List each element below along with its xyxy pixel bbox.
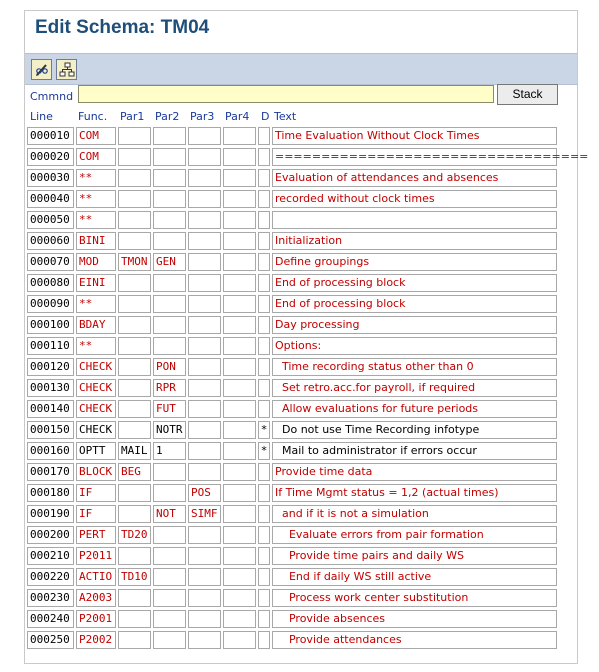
line-cell[interactable]: 000070	[27, 253, 74, 271]
schema-table	[27, 127, 589, 652]
par1-cell[interactable]	[118, 232, 151, 250]
d-cell[interactable]	[258, 526, 270, 544]
par2-cell[interactable]: NOTR	[153, 421, 186, 439]
line-cell[interactable]: 000140	[27, 400, 74, 418]
d-cell[interactable]: *	[258, 421, 270, 439]
d-cell[interactable]	[258, 484, 270, 502]
par2-cell[interactable]	[153, 295, 186, 313]
par3-cell[interactable]	[188, 610, 221, 628]
par2-cell[interactable]	[153, 316, 186, 334]
text-cell[interactable]: Provide time pairs and daily WS	[272, 547, 557, 565]
par1-cell[interactable]: MAIL	[118, 442, 151, 460]
line-cell[interactable]: 000160	[27, 442, 74, 460]
func-cell[interactable]: A2003	[76, 589, 116, 607]
par1-cell[interactable]	[118, 169, 151, 187]
par1-cell[interactable]	[118, 484, 151, 502]
text-cell[interactable]: Day processing	[272, 316, 557, 334]
line-cell[interactable]: 000010	[27, 127, 74, 145]
par1-cell[interactable]	[118, 148, 151, 166]
func-cell[interactable]: IF	[76, 484, 116, 502]
par3-cell[interactable]	[188, 190, 221, 208]
table-row[interactable]	[27, 463, 577, 484]
text-cell[interactable]: Time recording status other than 0	[272, 358, 557, 376]
par2-cell[interactable]	[153, 589, 186, 607]
par2-cell[interactable]	[153, 568, 186, 586]
par3-cell[interactable]	[188, 337, 221, 355]
func-cell[interactable]: **	[76, 295, 116, 313]
par1-cell[interactable]: TMON	[118, 253, 151, 271]
d-cell[interactable]	[258, 274, 270, 292]
page-title: Edit Schema: TM04	[35, 17, 210, 38]
table-row[interactable]	[27, 526, 577, 547]
d-cell[interactable]	[258, 295, 270, 313]
table-row[interactable]	[27, 274, 577, 295]
structure-button[interactable]	[56, 59, 77, 80]
text-cell[interactable]: Initialization	[272, 232, 557, 250]
par1-cell[interactable]	[118, 337, 151, 355]
par3-cell[interactable]	[188, 253, 221, 271]
par1-cell[interactable]	[118, 295, 151, 313]
par1-cell[interactable]	[118, 316, 151, 334]
par2-cell[interactable]: GEN	[153, 253, 186, 271]
d-cell[interactable]	[258, 127, 270, 145]
table-row[interactable]	[27, 148, 589, 169]
par3-cell[interactable]	[188, 400, 221, 418]
func-cell[interactable]: COM	[76, 127, 116, 145]
text-cell[interactable]: Options:	[272, 337, 557, 355]
table-row[interactable]	[27, 421, 577, 442]
par4-cell[interactable]	[223, 463, 256, 481]
d-cell[interactable]	[258, 463, 270, 481]
func-cell[interactable]: ACTIO	[76, 568, 116, 586]
par1-cell[interactable]	[118, 211, 151, 229]
par2-cell[interactable]	[153, 547, 186, 565]
table-row[interactable]	[27, 190, 577, 211]
line-cell[interactable]: 000210	[27, 547, 74, 565]
d-cell[interactable]	[258, 568, 270, 586]
line-cell[interactable]: 000230	[27, 589, 74, 607]
line-cell[interactable]: 000020	[27, 148, 74, 166]
column-header-line: Line	[30, 110, 53, 123]
par3-cell[interactable]	[188, 568, 221, 586]
func-cell[interactable]: BINI	[76, 232, 116, 250]
par4-cell[interactable]	[223, 253, 256, 271]
par4-cell[interactable]	[223, 421, 256, 439]
table-row[interactable]	[27, 211, 577, 232]
table-row[interactable]	[27, 337, 577, 358]
line-cell[interactable]: 000220	[27, 568, 74, 586]
par3-cell[interactable]	[188, 463, 221, 481]
par4-cell[interactable]	[223, 379, 256, 397]
par3-cell[interactable]	[188, 148, 221, 166]
d-cell[interactable]	[258, 169, 270, 187]
table-row[interactable]	[27, 505, 577, 526]
text-cell[interactable]: Time Evaluation Without Clock Times	[272, 127, 557, 145]
par2-cell[interactable]	[153, 463, 186, 481]
text-cell[interactable]: Evaluation of attendances and absences	[272, 169, 557, 187]
par2-cell[interactable]	[153, 148, 186, 166]
table-row[interactable]	[27, 127, 577, 148]
par1-cell[interactable]	[118, 631, 151, 649]
par3-cell[interactable]	[188, 274, 221, 292]
par4-cell[interactable]	[223, 568, 256, 586]
par4-cell[interactable]	[223, 442, 256, 460]
par2-cell[interactable]	[153, 232, 186, 250]
par2-cell[interactable]	[153, 526, 186, 544]
line-cell[interactable]: 000170	[27, 463, 74, 481]
d-cell[interactable]	[258, 190, 270, 208]
d-cell[interactable]	[258, 589, 270, 607]
text-cell[interactable]: Set retro.acc.for payroll, if required	[272, 379, 557, 397]
func-cell[interactable]: CHECK	[76, 358, 116, 376]
par4-cell[interactable]	[223, 526, 256, 544]
text-cell[interactable]	[272, 211, 557, 229]
table-row[interactable]	[27, 547, 577, 568]
table-row[interactable]	[27, 589, 577, 610]
par4-cell[interactable]	[223, 316, 256, 334]
par2-cell[interactable]	[153, 484, 186, 502]
text-cell[interactable]: If Time Mgmt status = 1,2 (actual times)	[272, 484, 557, 502]
d-cell[interactable]	[258, 358, 270, 376]
par3-cell[interactable]	[188, 379, 221, 397]
func-cell[interactable]: **	[76, 337, 116, 355]
par2-cell[interactable]	[153, 337, 186, 355]
func-cell[interactable]: **	[76, 190, 116, 208]
table-row[interactable]	[27, 442, 577, 463]
table-row[interactable]	[27, 232, 577, 253]
text-cell[interactable]: ==================================	[272, 148, 557, 166]
par4-cell[interactable]	[223, 631, 256, 649]
par3-cell[interactable]	[188, 547, 221, 565]
table-row[interactable]	[27, 253, 577, 274]
par4-cell[interactable]	[223, 295, 256, 313]
d-cell[interactable]	[258, 232, 270, 250]
d-cell[interactable]	[258, 505, 270, 523]
d-cell[interactable]	[258, 253, 270, 271]
d-cell[interactable]	[258, 379, 270, 397]
command-label: Cmmnd	[30, 90, 74, 103]
table-row[interactable]	[27, 316, 577, 337]
func-cell[interactable]: CHECK	[76, 379, 116, 397]
d-cell[interactable]	[258, 547, 270, 565]
par3-cell[interactable]	[188, 358, 221, 376]
table-row[interactable]	[27, 400, 577, 421]
par3-cell[interactable]	[188, 127, 221, 145]
par1-cell[interactable]	[118, 610, 151, 628]
line-cell[interactable]: 000200	[27, 526, 74, 544]
table-row[interactable]	[27, 568, 577, 589]
text-cell[interactable]: Allow evaluations for future periods	[272, 400, 557, 418]
d-cell[interactable]	[258, 337, 270, 355]
text-cell[interactable]: Define groupings	[272, 253, 557, 271]
par4-cell[interactable]	[223, 610, 256, 628]
func-cell[interactable]: P2001	[76, 610, 116, 628]
par1-cell[interactable]	[118, 547, 151, 565]
text-cell[interactable]: Provide attendances	[272, 631, 557, 649]
func-cell[interactable]: BDAY	[76, 316, 116, 334]
par1-cell[interactable]	[118, 358, 151, 376]
table-row[interactable]	[27, 484, 577, 505]
text-cell[interactable]: Provide absences	[272, 610, 557, 628]
par3-cell[interactable]: POS	[188, 484, 221, 502]
par1-cell[interactable]	[118, 505, 151, 523]
func-cell[interactable]: EINI	[76, 274, 116, 292]
par2-cell[interactable]	[153, 610, 186, 628]
line-cell[interactable]: 000240	[27, 610, 74, 628]
par4-cell[interactable]	[223, 505, 256, 523]
par3-cell[interactable]	[188, 421, 221, 439]
par4-cell[interactable]	[223, 358, 256, 376]
text-cell[interactable]: Evaluate errors from pair formation	[272, 526, 557, 544]
line-cell[interactable]: 000060	[27, 232, 74, 250]
par1-cell[interactable]	[118, 127, 151, 145]
stack-button[interactable]: Stack	[497, 84, 558, 105]
text-cell[interactable]: End of processing block	[272, 295, 557, 313]
line-cell[interactable]: 000130	[27, 379, 74, 397]
d-cell[interactable]	[258, 400, 270, 418]
column-header-text: Text	[274, 110, 297, 123]
par2-cell[interactable]	[153, 169, 186, 187]
par1-cell[interactable]	[118, 379, 151, 397]
func-cell[interactable]: OPTT	[76, 442, 116, 460]
par4-cell[interactable]	[223, 127, 256, 145]
d-cell[interactable]	[258, 316, 270, 334]
par3-cell[interactable]	[188, 169, 221, 187]
func-cell[interactable]: MOD	[76, 253, 116, 271]
par3-cell[interactable]	[188, 316, 221, 334]
table-row[interactable]	[27, 295, 577, 316]
par3-cell[interactable]	[188, 211, 221, 229]
line-cell[interactable]: 000050	[27, 211, 74, 229]
par4-cell[interactable]	[223, 211, 256, 229]
func-cell[interactable]: CHECK	[76, 421, 116, 439]
func-cell[interactable]: CHECK	[76, 400, 116, 418]
par2-cell[interactable]: PON	[153, 358, 186, 376]
table-row[interactable]	[27, 631, 577, 652]
text-cell[interactable]: and if it is not a simulation	[272, 505, 557, 523]
par1-cell[interactable]	[118, 190, 151, 208]
func-cell[interactable]: **	[76, 169, 116, 187]
par2-cell[interactable]: RPR	[153, 379, 186, 397]
par3-cell[interactable]	[188, 589, 221, 607]
par2-cell[interactable]	[153, 211, 186, 229]
line-cell[interactable]: 000040	[27, 190, 74, 208]
func-cell[interactable]: P2002	[76, 631, 116, 649]
par2-cell[interactable]	[153, 274, 186, 292]
d-cell[interactable]	[258, 631, 270, 649]
par4-cell[interactable]	[223, 400, 256, 418]
func-cell[interactable]: **	[76, 211, 116, 229]
par4-cell[interactable]	[223, 337, 256, 355]
func-cell[interactable]: IF	[76, 505, 116, 523]
hierarchy-structure-icon	[59, 62, 75, 78]
table-row[interactable]	[27, 358, 577, 379]
par1-cell[interactable]: TD20	[118, 526, 151, 544]
column-header-d: D	[261, 110, 270, 123]
column-header-par1: Par1	[120, 110, 145, 123]
column-header-func: Func.	[78, 110, 108, 123]
text-cell[interactable]: Do not use Time Recording infotype	[272, 421, 557, 439]
par3-cell[interactable]	[188, 295, 221, 313]
par1-cell[interactable]	[118, 274, 151, 292]
column-header-par2: Par2	[155, 110, 180, 123]
pencil-glasses-icon	[34, 62, 50, 78]
par2-cell[interactable]	[153, 631, 186, 649]
line-cell[interactable]: 000110	[27, 337, 74, 355]
par1-cell[interactable]	[118, 589, 151, 607]
par4-cell[interactable]	[223, 484, 256, 502]
func-cell[interactable]: BLOCK	[76, 463, 116, 481]
line-cell[interactable]: 000090	[27, 295, 74, 313]
par2-cell[interactable]: NOT	[153, 505, 186, 523]
line-cell[interactable]: 000150	[27, 421, 74, 439]
par1-cell[interactable]: TD10	[118, 568, 151, 586]
par2-cell[interactable]	[153, 127, 186, 145]
column-header-par3: Par3	[190, 110, 215, 123]
d-cell[interactable]	[258, 211, 270, 229]
par2-cell[interactable]: FUT	[153, 400, 186, 418]
par3-cell[interactable]	[188, 631, 221, 649]
d-cell[interactable]	[258, 148, 270, 166]
text-cell[interactable]: Process work center substitution	[272, 589, 557, 607]
par4-cell[interactable]	[223, 169, 256, 187]
table-row[interactable]	[27, 610, 577, 631]
func-cell[interactable]: P2011	[76, 547, 116, 565]
par4-cell[interactable]	[223, 274, 256, 292]
d-cell[interactable]: *	[258, 442, 270, 460]
text-cell[interactable]: Provide time data	[272, 463, 557, 481]
par4-cell[interactable]	[223, 148, 256, 166]
command-input[interactable]	[78, 85, 494, 103]
func-cell[interactable]: COM	[76, 148, 116, 166]
par1-cell[interactable]: BEG	[118, 463, 151, 481]
column-header-par4: Par4	[225, 110, 250, 123]
d-cell[interactable]	[258, 610, 270, 628]
line-cell[interactable]: 000190	[27, 505, 74, 523]
text-cell[interactable]: End of processing block	[272, 274, 557, 292]
toolbar	[25, 53, 577, 85]
table-row[interactable]	[27, 379, 577, 400]
par3-cell[interactable]	[188, 442, 221, 460]
par1-cell[interactable]	[118, 421, 151, 439]
par2-cell[interactable]	[153, 190, 186, 208]
par3-cell[interactable]	[188, 232, 221, 250]
func-cell[interactable]: PERT	[76, 526, 116, 544]
par4-cell[interactable]	[223, 232, 256, 250]
table-row[interactable]	[27, 169, 577, 190]
edit-schema-window	[24, 10, 589, 664]
line-cell[interactable]: 000080	[27, 274, 74, 292]
line-cell[interactable]: 000250	[27, 631, 74, 649]
par4-cell[interactable]	[223, 190, 256, 208]
par3-cell[interactable]: SIMF	[188, 505, 221, 523]
line-cell[interactable]: 000180	[27, 484, 74, 502]
text-cell[interactable]: End if daily WS still active	[272, 568, 557, 586]
par1-cell[interactable]	[118, 400, 151, 418]
par4-cell[interactable]	[223, 589, 256, 607]
display-change-button[interactable]	[31, 59, 52, 80]
text-cell[interactable]: Mail to administrator if errors occur	[272, 442, 557, 460]
text-cell[interactable]: recorded without clock times	[272, 190, 557, 208]
line-cell[interactable]: 000030	[27, 169, 74, 187]
par3-cell[interactable]	[188, 526, 221, 544]
line-cell[interactable]: 000100	[27, 316, 74, 334]
par4-cell[interactable]	[223, 547, 256, 565]
par2-cell[interactable]: 1	[153, 442, 186, 460]
line-cell[interactable]: 000120	[27, 358, 74, 376]
